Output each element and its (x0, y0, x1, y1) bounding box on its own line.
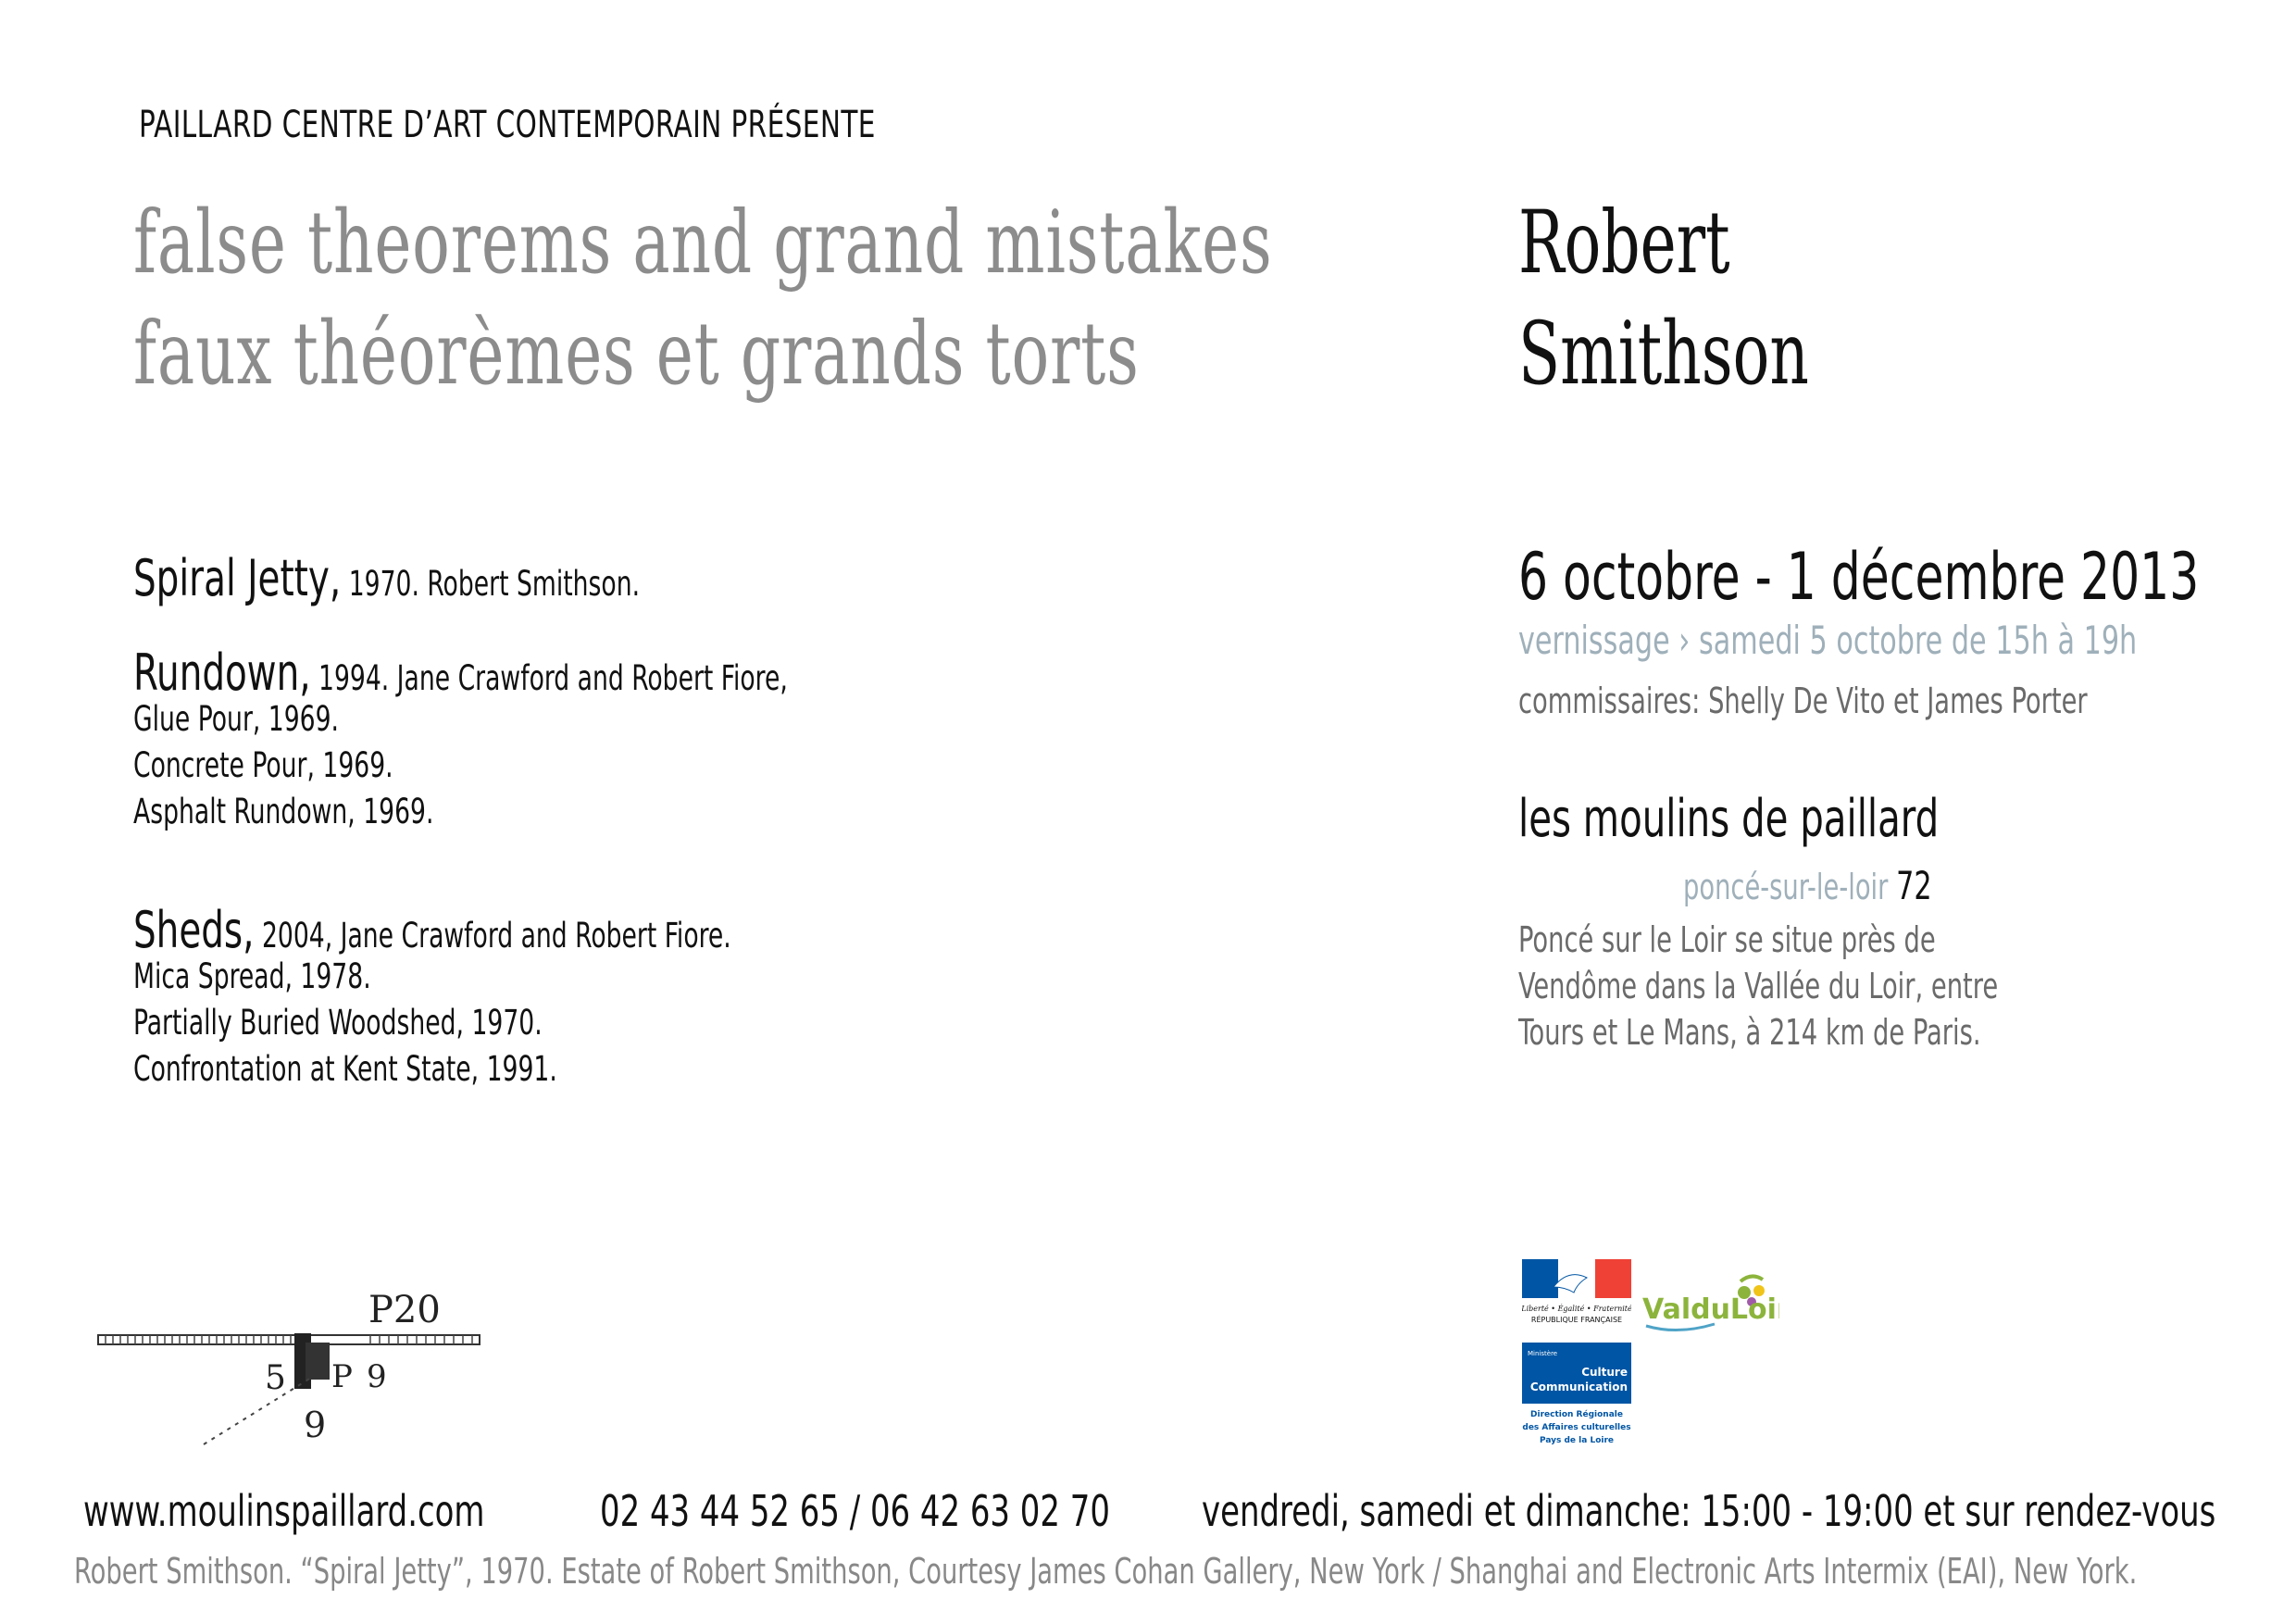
town-name: poncé-sur-le-loir (1683, 867, 1889, 907)
description-line: Vendôme dans la Vallée du Loir, entre (1518, 966, 1999, 1006)
rf-name: RÉPUBLIQUE FRANÇAISE (1530, 1316, 1623, 1324)
artist-first-name: Robert (1518, 193, 1730, 294)
artist-last-name: Smithson (1518, 304, 1809, 405)
val-du-loir-logo (1641, 1268, 1779, 1343)
work-title: Spiral Jetty, (133, 549, 342, 607)
venue-location (1683, 863, 1932, 908)
sketch-label: 9 (304, 1405, 327, 1445)
work-detail: Confrontation at Kent State, 1991. (133, 1049, 557, 1089)
phone-numbers: 02 43 44 52 65 / 06 42 63 02 70 (600, 1486, 1110, 1536)
work-detail: 2004, Jane Crawford and Robert Fiore. (254, 916, 731, 956)
work-line (133, 643, 788, 702)
sketch-label: 9 (367, 1358, 387, 1395)
work-line (133, 954, 788, 1000)
drac-line: Pays de la Loire (1539, 1436, 1615, 1445)
presenter-heading: PAILLARD CENTRE D’ART CONTEMPORAIN PRÉSENTE (139, 104, 876, 146)
exhibition-title-fr: faux théorèmes et grands torts (133, 304, 1140, 405)
vernissage-info: vernissage › samedi 5 octobre de 15h à 19h (1518, 618, 2138, 663)
communication-label: Communication (1529, 1380, 1628, 1393)
smithson-sketch-drawing (93, 1259, 491, 1454)
website-link[interactable]: www.moulinspaillard.com (83, 1486, 485, 1536)
sketch-label: P20 (368, 1289, 441, 1331)
drac-line: des Affaires culturelles (1522, 1423, 1631, 1432)
work-line (133, 549, 788, 607)
work-group-sheds (133, 901, 788, 1093)
image-credit: Robert Smithson. “Spiral Jetty”, 1970. Estate of Robert Smithson, Courtesy James Cohan Gallery, New York / Shanghai and Electronic Arts Intermix (EAI), New York. (74, 1551, 2138, 1592)
curators-info: commissaires: Shelly De Vito et James Porter (1518, 681, 2088, 721)
work-detail: Asphalt Rundown, 1969. (133, 792, 434, 831)
culture-label: Culture (1581, 1366, 1628, 1379)
ministere-culture-logo (1522, 1343, 1633, 1452)
work-title: Sheds, (133, 901, 255, 959)
work-line (133, 1046, 788, 1093)
work-detail: 1994. Jane Crawford and Robert Fiore, (310, 658, 788, 698)
work-detail: 1970. Robert Smithson. (341, 564, 641, 604)
description-line: Tours et Le Mans, à 214 km de Paris. (1518, 1012, 1981, 1053)
work-detail: Partially Buried Woodshed, 1970. (133, 1003, 543, 1043)
works-list (133, 549, 788, 1141)
work-line (133, 1000, 788, 1046)
work-line (133, 696, 788, 743)
work-detail: Glue Pour, 1969. (133, 699, 339, 739)
work-detail: Concrete Pour, 1969. (133, 745, 393, 785)
work-title: Rundown, (133, 643, 311, 702)
department-number: 72 (1896, 863, 1932, 908)
description-line: Poncé sur le Loir se situe près de (1518, 919, 1936, 960)
work-line (133, 743, 788, 789)
val-du-loir-text: ValduLoir (1642, 1293, 1779, 1326)
work-detail: Mica Spread, 1978. (133, 956, 371, 996)
work-group-rundown (133, 643, 788, 835)
venue-name: les moulins de paillard (1518, 789, 1940, 849)
sketch-label: P (331, 1358, 353, 1395)
opening-hours: vendredi, samedi et dimanche: 15:00 - 19:00 et sur rendez-vous (1202, 1486, 2216, 1536)
ministere-label: Ministère (1528, 1350, 1558, 1357)
work-line (133, 901, 788, 959)
exhibition-dates: 6 octobre - 1 décembre 2013 (1518, 539, 2200, 615)
drac-line: Direction Régionale (1530, 1410, 1623, 1419)
exhibition-title-en: false theorems and grand mistakes (133, 193, 1273, 294)
sketch-label: 5 (265, 1359, 286, 1397)
republique-francaise-logo (1522, 1259, 1631, 1339)
location-description (1518, 917, 1998, 1056)
rf-motto: Liberté • Égalité • Fraternité (1522, 1305, 1631, 1313)
work-line (133, 789, 788, 835)
work-group-spiral-jetty (133, 549, 788, 607)
